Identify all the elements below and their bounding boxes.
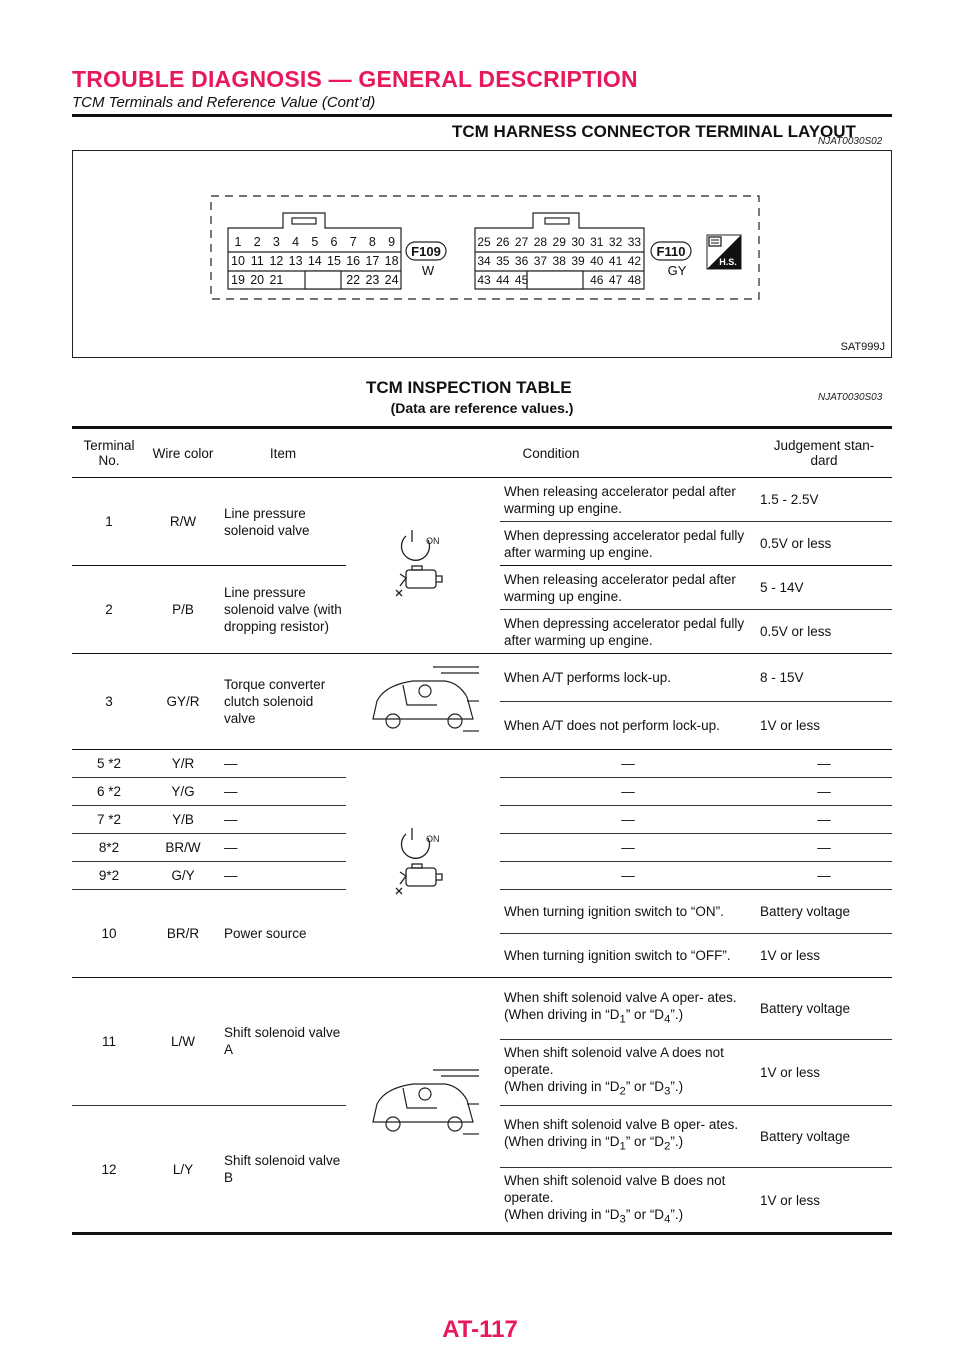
- cell-judgement: Battery voltage: [756, 978, 892, 1040]
- terminal-number: 27: [514, 235, 529, 249]
- condition-text: ” or “D: [625, 1079, 665, 1094]
- condition-text: ”.): [670, 1006, 684, 1022]
- cell-condition: —: [500, 834, 756, 862]
- condition-text: ” or “D: [625, 1134, 665, 1150]
- terminal-number: 16: [346, 254, 361, 268]
- subscript: 3: [664, 1085, 671, 1098]
- subscript: 3: [619, 1213, 626, 1226]
- terminal-number: 8: [368, 235, 376, 249]
- cell-item: Torque converter clutch solenoid valve: [220, 654, 346, 750]
- cell-judgement: 0.5V or less: [756, 522, 892, 566]
- header-condition: Condition: [346, 428, 756, 478]
- cell-item: —: [220, 750, 346, 778]
- condition-text: ”.): [670, 1206, 684, 1222]
- terminal-number: 29: [552, 235, 566, 249]
- terminal-number: 35: [496, 254, 510, 268]
- cell-terminal: 10: [72, 890, 146, 978]
- condition-text: When shift solenoid valve A does not operate.: [504, 1045, 724, 1077]
- cell-judgement: —: [756, 862, 892, 890]
- ignition-engine-icon: [346, 478, 500, 654]
- cell-wire-color: BR/W: [146, 834, 220, 862]
- header-judgement: Judgement stan- dard: [756, 428, 892, 478]
- cell-wire-color: GY/R: [146, 654, 220, 750]
- terminal-number: 38: [552, 254, 566, 268]
- table-header-row: [72, 428, 892, 478]
- cell-condition: —: [500, 750, 756, 778]
- terminal-number: 36: [514, 254, 529, 268]
- page-number: AT-117: [442, 1316, 518, 1343]
- cell-wire-color: Y/G: [146, 778, 220, 806]
- cell-condition: [500, 978, 756, 1040]
- cell-condition: When turning ignition switch to “OFF”.: [500, 934, 756, 978]
- cell-condition: [500, 1105, 756, 1167]
- subscript: 2: [619, 1085, 626, 1098]
- table-row: [72, 978, 892, 1040]
- terminal-number: 3: [272, 235, 280, 249]
- terminal-number: 26: [496, 235, 510, 249]
- condition-text: ”.): [670, 1079, 684, 1094]
- terminal-number: 10: [231, 254, 245, 268]
- terminal-number: 24: [384, 273, 399, 287]
- page-header-title: TROUBLE DIAGNOSIS — GENERAL DESCRIPTION: [72, 66, 638, 92]
- car-driving-icon: [346, 978, 500, 1234]
- terminal-number: 28: [533, 235, 548, 249]
- terminal-number: 5: [311, 235, 319, 249]
- cell-terminal: 7 *2: [72, 806, 146, 834]
- header-item: Item: [220, 428, 346, 478]
- connector-layout-title: TCM HARNESS CONNECTOR TERMINAL LAYOUT: [452, 122, 856, 141]
- condition-text: (When driving in “D: [504, 1079, 620, 1094]
- terminal-number: 22: [346, 273, 361, 287]
- terminal-number: 39: [571, 254, 585, 268]
- page-header-subtitle: TCM Terminals and Reference Value (Cont’d): [72, 94, 376, 111]
- terminal-number: 45: [514, 273, 529, 287]
- terminal-number: 42: [627, 254, 642, 268]
- car-driving-svg: [363, 661, 483, 739]
- terminal-number: 14: [307, 254, 322, 268]
- ignition-on-engine-svg: [388, 822, 458, 902]
- terminal-number: 32: [608, 235, 623, 249]
- terminal-number: 7: [349, 235, 357, 249]
- cell-judgement: 1.5 - 2.5V: [756, 478, 892, 522]
- cell-wire-color: Y/B: [146, 806, 220, 834]
- subscript: 1: [619, 1013, 626, 1026]
- condition-text: (When driving in “D: [504, 1134, 620, 1150]
- cell-item: Line pressure solenoid valve: [220, 478, 346, 566]
- terminal-number: 41: [608, 254, 623, 268]
- cell-judgement: 8 - 15V: [756, 654, 892, 702]
- cell-condition: When turning ignition switch to “ON”.: [500, 890, 756, 934]
- terminal-number: 33: [627, 235, 642, 249]
- terminal-number: 44: [496, 273, 510, 287]
- cell-wire-color: G/Y: [146, 862, 220, 890]
- terminal-number: 47: [608, 273, 623, 287]
- terminal-number: 15: [327, 254, 341, 268]
- cell-condition: [500, 1167, 756, 1234]
- cell-condition: When releasing accelerator pedal after warming up engine.: [500, 566, 756, 610]
- cell-wire-color: R/W: [146, 478, 220, 566]
- car-driving-icon: [346, 654, 500, 750]
- cell-condition: [500, 1040, 756, 1106]
- cell-item: —: [220, 806, 346, 834]
- cell-wire-color: BR/R: [146, 890, 220, 978]
- cell-terminal: 9*2: [72, 862, 146, 890]
- connector-f110-id: F110: [656, 244, 686, 259]
- terminal-number: 9: [388, 235, 396, 249]
- terminal-number: 21: [269, 273, 284, 287]
- terminal-number: 23: [365, 273, 380, 287]
- terminal-number: 1: [234, 235, 242, 249]
- condition-text: When shift solenoid valve A oper- ates.: [504, 989, 737, 1005]
- ignition-on-engine-svg: [388, 524, 458, 604]
- cell-judgement: 5 - 14V: [756, 566, 892, 610]
- terminal-number: 19: [231, 273, 245, 287]
- header-terminal: Terminal No.: [72, 428, 146, 478]
- cell-judgement: Battery voltage: [756, 890, 892, 934]
- terminal-number: 20: [250, 273, 265, 287]
- cell-judgement: 1V or less: [756, 702, 892, 750]
- cell-judgement: 1V or less: [756, 934, 892, 978]
- table-row: [72, 750, 892, 778]
- cell-judgement: —: [756, 834, 892, 862]
- terminal-number: 2: [253, 235, 261, 249]
- terminal-number: 17: [365, 254, 380, 268]
- cell-wire-color: Y/R: [146, 750, 220, 778]
- connector-layout-code: NJAT0030S02: [818, 136, 883, 147]
- harness-side-icon: [707, 235, 741, 269]
- terminal-number: 31: [590, 235, 604, 249]
- cell-terminal: 12: [72, 1105, 146, 1234]
- connector-f110-color: GY: [667, 263, 687, 278]
- cell-item: —: [220, 778, 346, 806]
- terminal-number: 18: [384, 254, 399, 268]
- connector-f109-label: [406, 242, 446, 278]
- cell-condition: When depressing accelerator pedal fully after warming up engine.: [500, 610, 756, 654]
- cell-condition: When releasing accelerator pedal after warming up engine.: [500, 478, 756, 522]
- cell-terminal: 8*2: [72, 834, 146, 862]
- condition-text: ” or “D: [625, 1006, 665, 1022]
- harness-side-label: H.S.: [719, 257, 737, 267]
- cell-item: Line pressure solenoid valve (with dropping resistor): [220, 566, 346, 654]
- cell-judgement: 0.5V or less: [756, 610, 892, 654]
- terminal-number: 25: [477, 235, 491, 249]
- cell-item: —: [220, 862, 346, 890]
- cell-judgement: 1V or less: [756, 1167, 892, 1234]
- cell-item: Power source: [220, 890, 346, 978]
- cell-item: —: [220, 834, 346, 862]
- terminal-number: 12: [269, 254, 284, 268]
- table-row: [72, 478, 892, 522]
- header-rule: [72, 114, 892, 117]
- header-wire-color: Wire color: [146, 428, 220, 478]
- terminal-number: 37: [533, 254, 548, 268]
- terminal-number: 43: [477, 273, 491, 287]
- terminal-number: 48: [627, 273, 642, 287]
- cell-condition: When A/T does not perform lock-up.: [500, 702, 756, 750]
- inspection-table-code: NJAT0030S03: [818, 392, 883, 403]
- cell-condition: —: [500, 806, 756, 834]
- inspection-table: [72, 426, 892, 1235]
- cell-judgement: Battery voltage: [756, 1105, 892, 1167]
- terminal-number: 6: [330, 235, 338, 249]
- cell-wire-color: P/B: [146, 566, 220, 654]
- terminal-number: 13: [288, 254, 303, 268]
- condition-text: When shift solenoid valve B does not operate.: [504, 1172, 726, 1205]
- cell-item: Shift solenoid valve B: [220, 1105, 346, 1234]
- cell-judgement: —: [756, 806, 892, 834]
- cell-condition: —: [500, 862, 756, 890]
- condition-text: (When driving in “D: [504, 1006, 620, 1022]
- cell-condition: —: [500, 778, 756, 806]
- connector-f109-color: W: [421, 263, 435, 278]
- condition-text: When shift solenoid valve B oper- ates.: [504, 1117, 739, 1133]
- cell-condition: When depressing accelerator pedal fully after warming up engine.: [500, 522, 756, 566]
- cell-terminal: 2: [72, 566, 146, 654]
- terminal-number: 11: [250, 254, 264, 268]
- terminal-number: 4: [292, 235, 300, 249]
- subscript: 4: [664, 1013, 671, 1026]
- cell-terminal: 3: [72, 654, 146, 750]
- cell-terminal: 1: [72, 478, 146, 566]
- figure-id: SAT999J: [840, 341, 885, 353]
- cell-judgement: 1V or less: [756, 1040, 892, 1106]
- condition-text: (When driving in “D: [504, 1206, 620, 1222]
- cell-judgement: —: [756, 778, 892, 806]
- terminal-number: 30: [571, 235, 585, 249]
- connector-diagram: [72, 150, 892, 358]
- terminal-number: 40: [590, 254, 604, 268]
- condition-text: ” or “D: [625, 1206, 665, 1222]
- cell-terminal: 5 *2: [72, 750, 146, 778]
- condition-text: ”.): [670, 1134, 684, 1150]
- inspection-table-subtitle: (Data are reference values.): [390, 400, 574, 416]
- cell-wire-color: L/Y: [146, 1105, 220, 1234]
- cell-condition: When A/T performs lock-up.: [500, 654, 756, 702]
- terminal-number: 34: [477, 254, 491, 268]
- ignition-on-label: ON: [426, 833, 440, 844]
- connector-diagram-svg: [73, 151, 891, 357]
- connector-f110-label: [651, 242, 691, 278]
- subscript: 1: [619, 1141, 626, 1154]
- cell-item: Shift solenoid valve A: [220, 978, 346, 1106]
- subscript: 2: [664, 1141, 671, 1154]
- ignition-engine-icon: [346, 750, 500, 978]
- car-driving-svg: [363, 1064, 483, 1142]
- cell-terminal: 6 *2: [72, 778, 146, 806]
- terminal-number: 46: [590, 273, 604, 287]
- connector-f109-id: F109: [411, 244, 441, 259]
- ignition-on-label: ON: [426, 535, 440, 546]
- cell-terminal: 11: [72, 978, 146, 1106]
- table-row: [72, 654, 892, 702]
- cell-wire-color: L/W: [146, 978, 220, 1106]
- inspection-table-title: TCM INSPECTION TABLE: [366, 378, 572, 397]
- subscript: 4: [664, 1213, 671, 1226]
- cell-judgement: —: [756, 750, 892, 778]
